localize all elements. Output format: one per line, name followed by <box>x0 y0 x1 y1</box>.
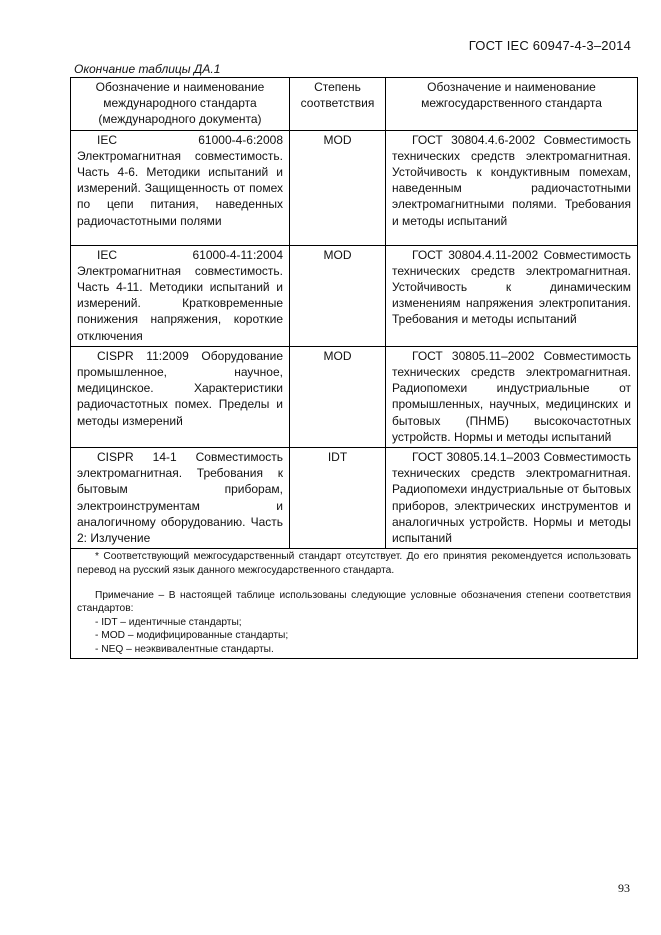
standards-table <box>70 77 638 659</box>
interstate-standard-cell: ГОСТ 30804.4.6-2002 Совместимость технических средств электромагнитная. Устойчивость к кондуктивным помехам, наведенным радиочастотными электромагнитными полями. Требования и методы испытаний <box>386 130 638 245</box>
header-international: Обозначение и наименование международного стандарта (международного документа) <box>71 78 290 131</box>
degree-cell: MOD <box>290 245 386 346</box>
notes-row <box>71 549 638 659</box>
notes-cell <box>71 549 638 659</box>
international-standard-cell: IEC 61000-4-11:2004 Электромагнитная совместимость. Часть 4-11. Методики испытаний и измерений. Кратковременные понижения напряжения, короткие отключения <box>71 245 290 346</box>
header-degree: Степень соответствия <box>290 78 386 131</box>
degree-cell: IDT <box>290 448 386 549</box>
table-row <box>71 448 638 549</box>
degree-cell: MOD <box>290 346 386 447</box>
table-row <box>71 130 638 245</box>
header-interstate: Обозначение и наименование межгосударственного стандарта <box>386 78 638 131</box>
document-code: ГОСТ IEC 60947-4-3–2014 <box>468 38 631 53</box>
international-standard-cell: CISPR 14-1 Совместимость электромагнитная. Требования к бытовым приборам, электроинструментам и аналогичному оборудованию. Часть 2: Излучение <box>71 448 290 549</box>
degree-cell: MOD <box>290 130 386 245</box>
abbreviation-item: - MOD – модифицированные стандарты; <box>95 630 289 642</box>
table-caption: Окончание таблицы ДА.1 <box>74 62 221 76</box>
table-row <box>71 245 638 346</box>
table-footnote: * Соответствующий межгосударственный стандарт отсутствует. До его принятия рекомендуется использовать перевод на русский язык данного межгосударственного стандарта. <box>77 551 631 576</box>
table-row <box>71 346 638 447</box>
table-header-row <box>71 78 638 131</box>
abbreviation-item: - IDT – идентичные стандарты; <box>95 616 242 628</box>
interstate-standard-cell: ГОСТ 30805.14.1–2003 Совместимость технических средств электромагнитная. Радиопомехи индустриальные от бытовых приборов, электрических инструментов и аналогичных устройств. Нормы и методы испытаний <box>386 448 638 549</box>
international-standard-cell: CISPR 11:2009 Оборудование промышленное, научное, медицинское. Характеристики радиочастотных помех. Пределы и методы измерений <box>71 346 290 447</box>
interstate-standard-cell: ГОСТ 30805.11–2002 Совместимость технических средств электромагнитная. Радиопомехи индустриальные от промышленных, научных, медицинских и бытовых (ПНМБ) высокочастотных устройств. Нормы и методы испытаний <box>386 346 638 447</box>
abbreviation-item: - NEQ – неэквивалентные стандарты. <box>95 643 274 655</box>
interstate-standard-cell: ГОСТ 30804.4.11-2002 Совместимость технических средств электромагнитная. Устойчивость к динамическим изменениям напряжения электропитания. Требования и методы испытаний <box>386 245 638 346</box>
page-number: 93 <box>618 881 630 895</box>
international-standard-cell: IEC 61000-4-6:2008 Электромагнитная совместимость. Часть 4-6. Методики испытаний и измерений. Защищенность от помех по цепи питания, наведенных радиочастотными полями <box>71 130 290 245</box>
table-note: Примечание – В настоящей таблице использованы следующие условные обозначения степени соответствия стандартов: <box>77 590 631 615</box>
